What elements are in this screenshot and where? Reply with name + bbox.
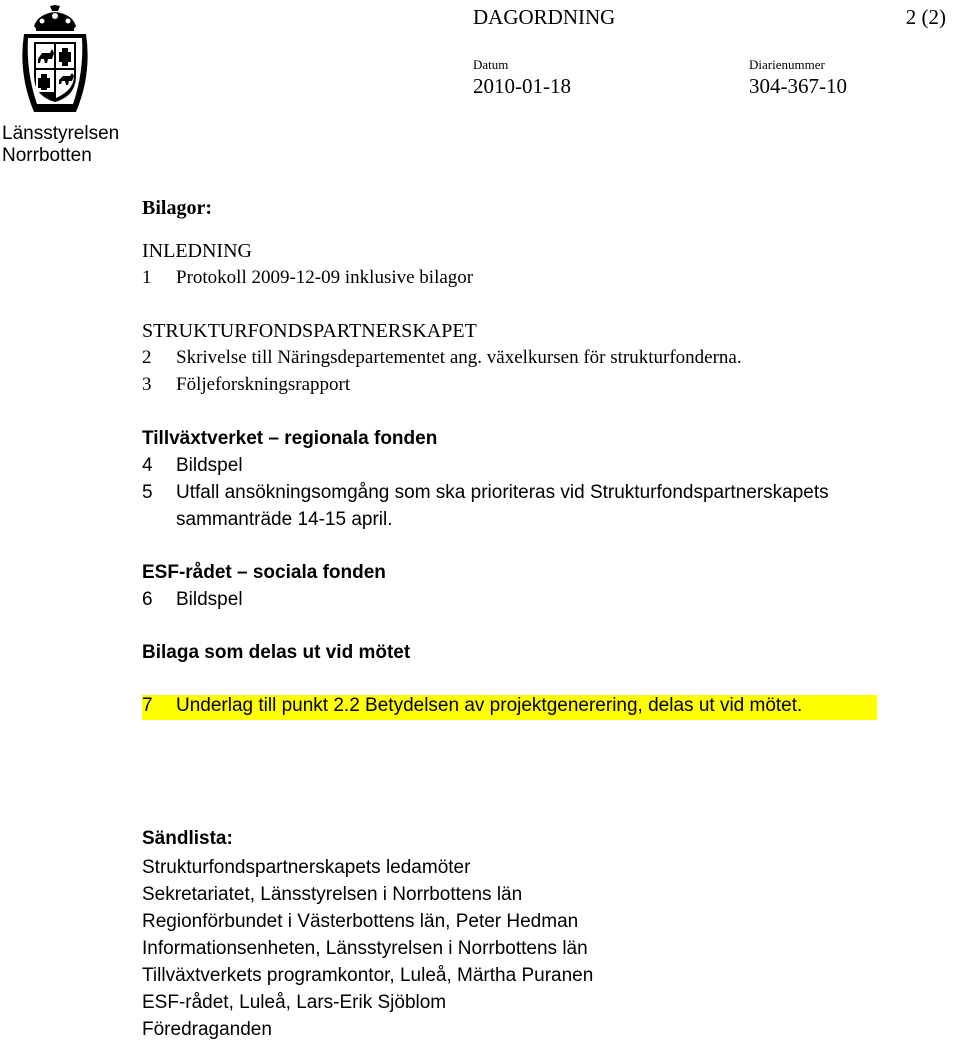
item-number: 6	[142, 589, 153, 610]
section-heading-esf-radet: ESF-rådet – sociala fonden	[142, 562, 386, 583]
attachment-item	[142, 482, 829, 504]
attachments-title: Bilagor:	[142, 197, 212, 219]
attachment-item	[142, 589, 243, 611]
attachment-item	[142, 267, 473, 289]
item-number: 2	[142, 347, 152, 368]
diary-number-value: 304-367-10	[749, 74, 847, 98]
item-text: Underlag till punkt 2.2 Betydelsen av projektgenerering, delas ut vid mötet.	[176, 695, 803, 716]
item-number: 5	[142, 482, 153, 503]
item-number: 3	[142, 374, 152, 395]
item-text-continuation: sammanträde 14-15 april.	[176, 509, 393, 530]
item-text: Följeforskningsrapport	[176, 374, 351, 395]
distribution-title: Sändlista:	[142, 828, 233, 849]
recipient: Tillväxtverkets programkontor, Luleå, Märtha Puranen	[142, 965, 594, 986]
item-text: Bildspel	[176, 455, 243, 476]
section-heading-bilaga-vid-motet: Bilaga som delas ut vid mötet	[142, 642, 411, 663]
item-number: 7	[142, 695, 153, 716]
organization-name: Länsstyrelsen	[2, 123, 120, 144]
organization-county: Norrbotten	[2, 145, 92, 166]
recipient: Strukturfondspartnerskapets ledamöter	[142, 857, 471, 878]
item-text: Bildspel	[176, 589, 243, 610]
attachment-item	[142, 347, 742, 369]
date-label: Datum	[473, 57, 509, 72]
recipient: Sekretariatet, Länsstyrelsen i Norrbottens län	[142, 884, 523, 905]
recipient: Informationsenheten, Länsstyrelsen i Norrbottens län	[142, 938, 588, 959]
coat-of-arms-icon	[20, 4, 90, 112]
page-number: 2 (2)	[905, 5, 946, 29]
attachment-item	[142, 455, 243, 477]
item-text: Skrivelse till Näringsdepartementet ang. växelkursen för strukturfonderna.	[176, 347, 742, 368]
recipient: ESF-rådet, Luleå, Lars-Erik Sjöblom	[142, 992, 447, 1013]
date-value: 2010-01-18	[473, 74, 571, 98]
diary-number-label: Diarienummer	[749, 57, 825, 72]
item-text: Protokoll 2009-12-09 inklusive bilagor	[176, 267, 474, 288]
item-number: 4	[142, 455, 153, 476]
item-number: 1	[142, 267, 152, 288]
section-heading-strukturfondspartnerskapet: STRUKTURFONDSPARTNERSKAPET	[142, 320, 477, 342]
item-text: Utfall ansökningsomgång som ska prioriteras vid Strukturfondspartnerskapets	[176, 482, 829, 503]
recipient: Föredraganden	[142, 1019, 272, 1040]
recipient: Regionförbundet i Västerbottens län, Peter Hedman	[142, 911, 579, 932]
section-heading-tillvaxtverket: Tillväxtverket – regionala fonden	[142, 428, 438, 449]
distribution-list	[142, 854, 593, 1043]
document-title: DAGORDNING	[473, 5, 616, 29]
highlighted-attachment-item	[142, 695, 877, 720]
section-heading-inledning: INLEDNING	[142, 240, 252, 262]
attachment-item	[142, 374, 350, 396]
